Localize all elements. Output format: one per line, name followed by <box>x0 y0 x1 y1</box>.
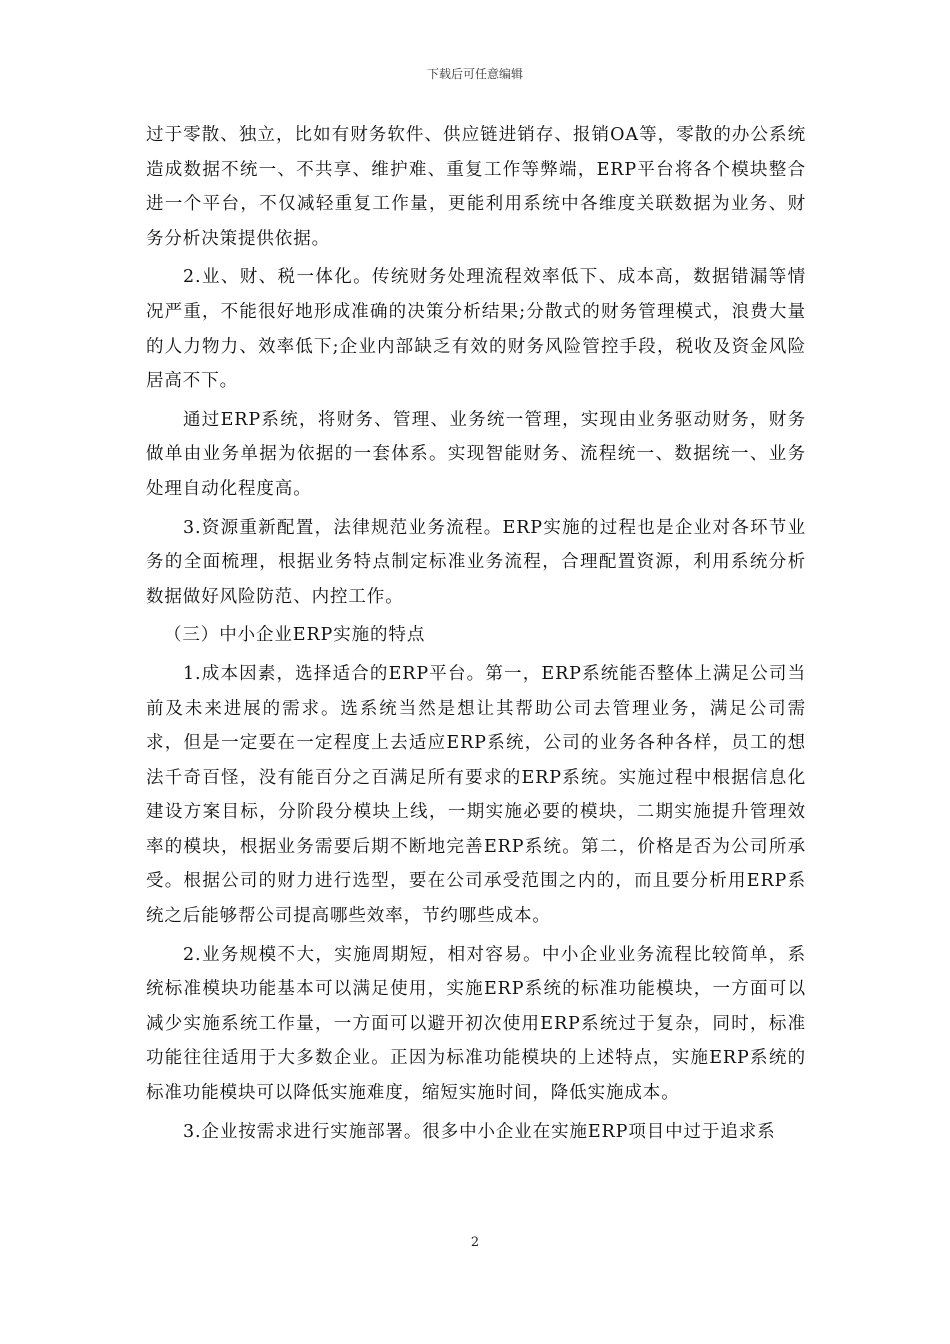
paragraph-point-2: 2.业、财、税一体化。传统财务处理流程效率低下、成本高，数据错漏等情况严重，不能很好地形成准确的决策分析结果;分散式的财务管理模式，浪费大量的人力物力、效率低下;企业内部缺乏有效的财务风险管控手段，税收及资金风险居高不下。 <box>146 267 806 392</box>
paragraph-cost-factor: 1.成本因素，选择适合的ERP平台。第一，ERP系统能否整体上满足公司当前及未来进展的需求。选系统当然是想让其帮助公司去管理业务，满足公司需求，但是一定要在一定程度上去适应ERP系统，公司的业务各种各样，员工的想法千奇百怪，没有能百分之百满足所有要求的ERP系统。实施过程中根据信息化建设方案目标，分阶段分模块上线，一期实施必要的模块，二期实施提升管理效率的模块，根据业务需要后期不断地完善ERP系统。第二，价格是否为公司所承受。根据公司的财力进行选型，要在公司承受范围之内的，而且要分析用ERP系统之后能够帮公司提高哪些效率，节约哪些成本。 <box>146 663 806 927</box>
page-header: 下载后可任意编辑 <box>426 67 523 81</box>
section-heading: （三）中小企业ERP实施的特点 <box>164 625 426 646</box>
paragraph-deployment: 3.企业按需求进行实施部署。很多中小企业在实施ERP项目中过于追求系 <box>183 1121 776 1142</box>
document-body <box>146 118 806 1153</box>
paragraph-erp-system: 通过ERP系统，将财务、管理、业务统一管理，实现由业务驱动财务，财务做单由业务单据为依据的一套体系。实现智能财务、流程统一、数据统一、业务处理自动化程度高。 <box>146 409 806 499</box>
paragraph-point-3: 3.资源重新配置，法律规范业务流程。ERP实施的过程也是企业对各环节业务的全面梳理，根据业务特点制定标准业务流程，合理配置资源，利用系统分析数据做好风险防范、内控工作。 <box>146 517 806 607</box>
page-number: 2 <box>470 1235 480 1250</box>
paragraph-business-scale: 2.业务规模不大，实施周期短，相对容易。中小企业业务流程比较简单，系统标准模块功能基本可以满足使用，实施ERP系统的标准功能模块，一方面可以减少实施系统工作量，一方面可以避开初次使用ERP系统过于复杂，同时，标准功能往往适用于大多数企业。正因为标准功能模块的上述特点，实施ERP系统的标准功能模块可以降低实施难度，缩短实施时间，降低实施成本。 <box>146 944 806 1104</box>
paragraph-continuation: 过于零散、独立，比如有财务软件、供应链进销存、报销OA等，零散的办公系统造成数据不统一、不共享、维护难、重复工作等弊端，ERP平台将各个模块整合进一个平台，不仅减轻重复工作量，更能利用系统中各维度关联数据为业务、财务分析决策提供依据。 <box>146 125 806 249</box>
